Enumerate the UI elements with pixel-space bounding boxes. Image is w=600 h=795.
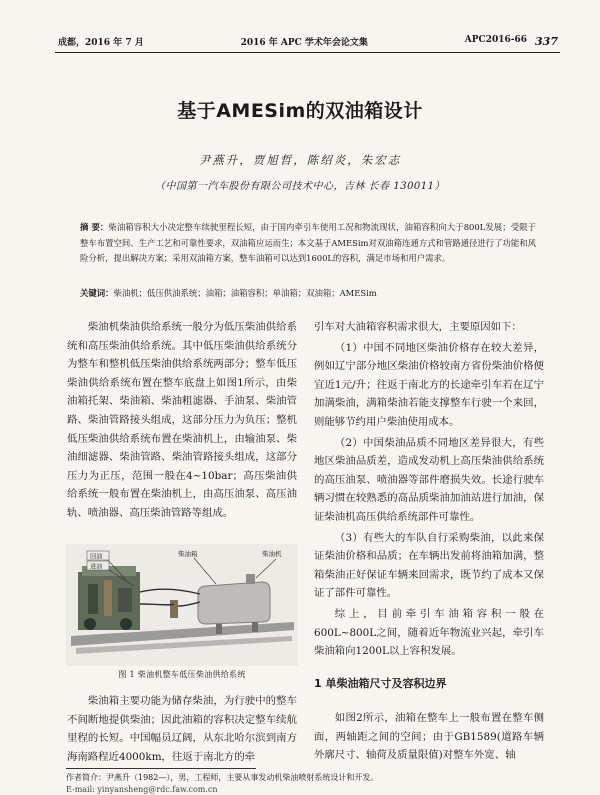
header-page-number: 337 [535, 34, 558, 48]
figure-label-return: 回油 [90, 553, 103, 561]
paper-title: 基于AMESim的双油箱设计 [177, 100, 423, 122]
figure-label-tank: 柴油箱 [178, 550, 198, 558]
figure-1-caption: 图 1 柴油机整车低压柴油供给系统 [118, 670, 246, 679]
left-column-top [67, 318, 297, 523]
header-place-date: 成都，2016 年 7 月 [58, 37, 144, 48]
section-heading-1: 1 单柴油箱尺寸及容积边界 [314, 676, 447, 690]
abstract-label: 摘 要： [80, 222, 109, 232]
filter-graphic [170, 600, 178, 618]
left-paragraph-1: 柴油机柴油供给系统一般分为低压柴油供给系统和高压柴油供给系统。其中低压柴油供给系统分为整车和整机低压柴油供给系统两部分；整车低压柴油供给系统布置在整车底盘上如图1所示，由柴油箱托架、柴油箱、柴油粗滤器、手油泵、柴油管路、柴油管路接头组成，这部分压力为负压；整机低压柴油供给系统布置在柴油机上，由输油泵、柴油细滤器、柴油管路、柴油管路接头组成，这部分压力为正压，范围一般在4~10bar；高压柴油供给系统一般布置在柴油机上，由高压油泵、高压油轨、喷油器、高压柴油管路等组成。 [67, 321, 297, 519]
right-column [314, 318, 544, 765]
figure-1 [66, 544, 298, 666]
header-conference: 2016 年 APC 学术年会论文集 [240, 37, 368, 48]
abstract-text: 柴油箱容积大小决定整车续驶里程长短，由于国内牵引车使用工况和物流现状，油箱容积向大于800L发展；受限于整车布置空间、生产工艺和可靠性要求，双油箱应运而生；本文基于AMESim对双油箱连通方式和管路通径进行了功能和风险分析，提出解决方案；采用双油箱方案，整车油箱可以达到1600L的容积，满足市场和用户需求。 [80, 222, 537, 263]
keywords-text: 柴油机；低压供油系统；油箱；油箱容积；单油箱；双油箱；AMESim [113, 288, 377, 298]
right-paragraph-5: 综上，目前牵引车油箱容积一般在600L~800L之间，随着近年物流业兴起，牵引车柴油箱向1200L以上容积发展。 [314, 607, 544, 658]
figure-label-supply: 进油 [90, 563, 103, 571]
keywords-label: 关键词： [80, 288, 114, 298]
header-rule [55, 52, 560, 53]
author-footnote: 作者简介：尹燕升（1982—），男，工程师，主要从事发动机柴油喷射系统设计和开发。 [66, 773, 379, 782]
keywords [80, 286, 536, 300]
footnote-rule [66, 768, 256, 769]
left-paragraph-2: 柴油箱主要功能为储存柴油，为行驶中的整车不间断地提供柴油；因此油箱的容积决定整车续航里程的长短。中国幅员辽阔，从东北哈尔滨到南方海南路程近4000km，往返于南北方的牵 [67, 695, 297, 763]
figure-label-engine: 柴油机 [262, 550, 282, 558]
running-header [58, 33, 558, 49]
author-email: E-mail: yinyansheng@rdc.faw.com.cn [66, 785, 218, 794]
right-paragraph-4: （3）有些大的车队自行采购柴油，以此来保证柴油价格和品质；在车辆出发前将油箱加满，整箱柴油正好保证车辆来回需求，既节约了成本又保证了部件可靠性。 [314, 531, 544, 600]
right-paragraph-1: 引车对大油箱容积需求很大，主要原因如下： [314, 321, 522, 333]
paper-authors: 尹燕升，贾旭哲，陈绍炎，朱宏志 [198, 153, 402, 167]
abstract [80, 220, 536, 267]
left-column-bottom [67, 692, 297, 766]
right-paragraph-2: （1）中国不同地区柴油价格存在较大差异，例如辽宁部分地区柴油价格较南方省份柴油价格便宜近1元/升；往返于南北方的长途牵引车若在辽宁加满柴油，满箱柴油若能支撑整车行驶一个来回，则能够节约用户柴油使用成本。 [314, 341, 544, 428]
figure-1-illustration [66, 544, 298, 666]
paper-affiliation: （中国第一汽车股份有限公司技术中心，吉林 长春 130011） [154, 181, 446, 192]
header-paper-id: APC2016-66 [464, 34, 528, 45]
engine-graphic [78, 566, 140, 630]
right-paragraph-3: （2）中国柴油品质不同地区差异很大，有些地区柴油品质差，造成发动机上高压柴油供给系统的高压油泵、喷油器等部件磨损失效。长途行驶车辆习惯在较熟悉的高品质柴油加油站进行加油，保证柴油机高压供给系统部件可靠性。 [314, 436, 544, 523]
right-paragraph-6: 如图2所示，油箱在整车上一般布置在整车侧面，两轴距之间的空间；由于GB1589(道路车辆外廓尺寸、轴荷及质量限值)对整车外宽、轴 [314, 712, 544, 762]
